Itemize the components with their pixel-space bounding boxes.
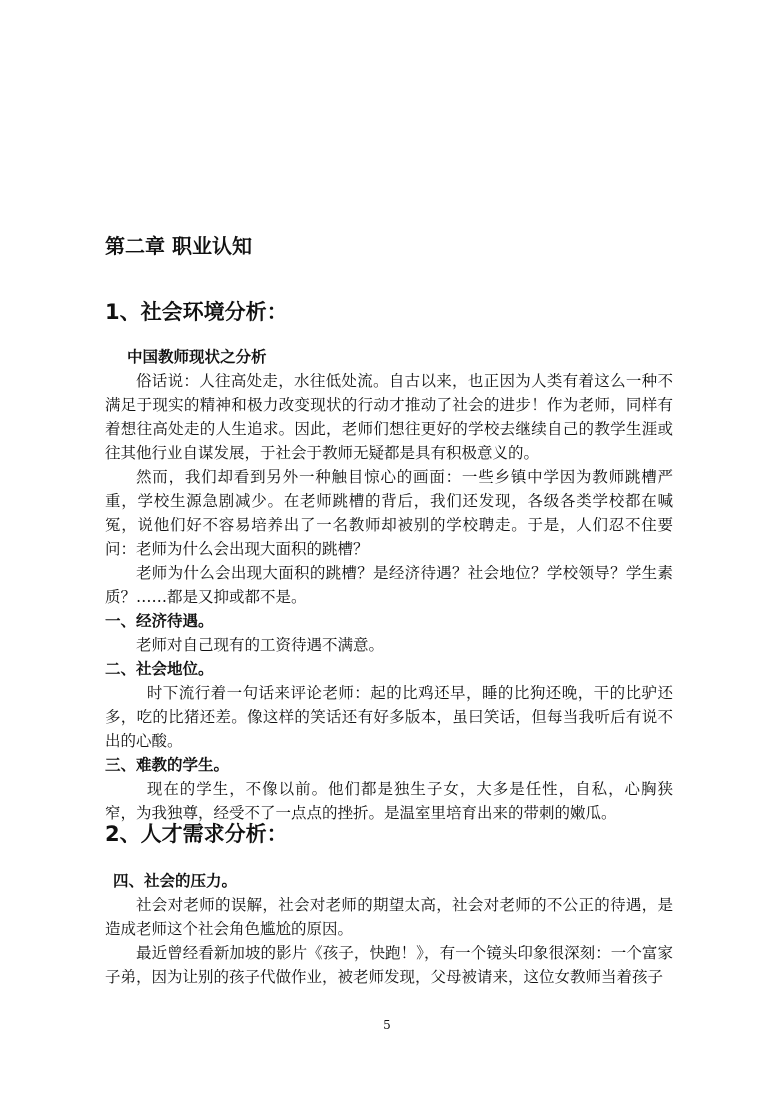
chapter-title: 第二章 职业认知 bbox=[105, 234, 252, 258]
paragraph: 老师对自己现有的工资待遇不满意。 bbox=[136, 636, 385, 654]
section2-body bbox=[105, 869, 673, 989]
paragraph: 最近曾经看新加坡的影片《孩子，快跑！》，有一个镜头印象很深刻：一个富家子弟，因为让别的孩子代做作业，被老师发现，父母被请来，这位女教师当着孩子 bbox=[105, 944, 673, 986]
point-heading: 四、社会的压力。 bbox=[113, 872, 238, 890]
paragraph: 社会对老师的误解，社会对老师的期望太高，社会对老师的不公正的待遇，是造成老师这个社会角色尴尬的原因。 bbox=[105, 896, 673, 938]
section1-body bbox=[105, 345, 673, 825]
point-heading: 二、社会地位。 bbox=[105, 660, 214, 678]
page-number: 5 bbox=[383, 1018, 391, 1032]
subsection-title: 中国教师现状之分析 bbox=[127, 348, 267, 366]
section-title-social-environment: 1、社会环境分析： bbox=[105, 300, 288, 324]
point-heading: 一、经济待遇。 bbox=[105, 612, 214, 630]
paragraph: 然而，我们却看到另外一种触目惊心的画面：一些乡镇中学因为教师跳槽严重，学校生源急剧减少。在老师跳槽的背后，我们还发现，各级各类学校都在喊冤，说他们好不容易培养出了一名教师却被别的学校聘走。于是，人们忍不住要问：老师为什么会出现大面积的跳槽？ bbox=[105, 468, 673, 558]
paragraph: 俗话说：人往高处走，水往低处流。自古以来，也正因为人类有着这么一种不满足于现实的精神和极力改变现状的行动才推动了社会的进步！作为老师，同样有着想往高处走的人生追求。因此，老师们想往更好的学校去继续自己的教学生涯或往其他行业自谋发展，于社会于教师无疑都是具有积极意义的。 bbox=[105, 372, 673, 462]
paragraph: 老师为什么会出现大面积的跳槽？是经济待遇？社会地位？学校领导？学生素质？……都是又抑或都不是。 bbox=[105, 564, 673, 606]
paragraph: 时下流行着一句话来评论老师：起的比鸡还早，睡的比狗还晚，干的比驴还多，吃的比猪还差。像这样的笑话还有好多版本，虽曰笑话，但每当我听后有说不出的心酸。 bbox=[105, 684, 673, 750]
paragraph: 现在的学生，不像以前。他们都是独生子女，大多是任性，自私，心胸狭窄，为我独尊，经受不了一点点的挫折。是温室里培育出来的带刺的嫩瓜。 bbox=[105, 780, 673, 822]
point-heading: 三、难教的学生。 bbox=[105, 756, 230, 774]
section-title-talent-demand: 2、人才需求分析： bbox=[105, 822, 288, 846]
